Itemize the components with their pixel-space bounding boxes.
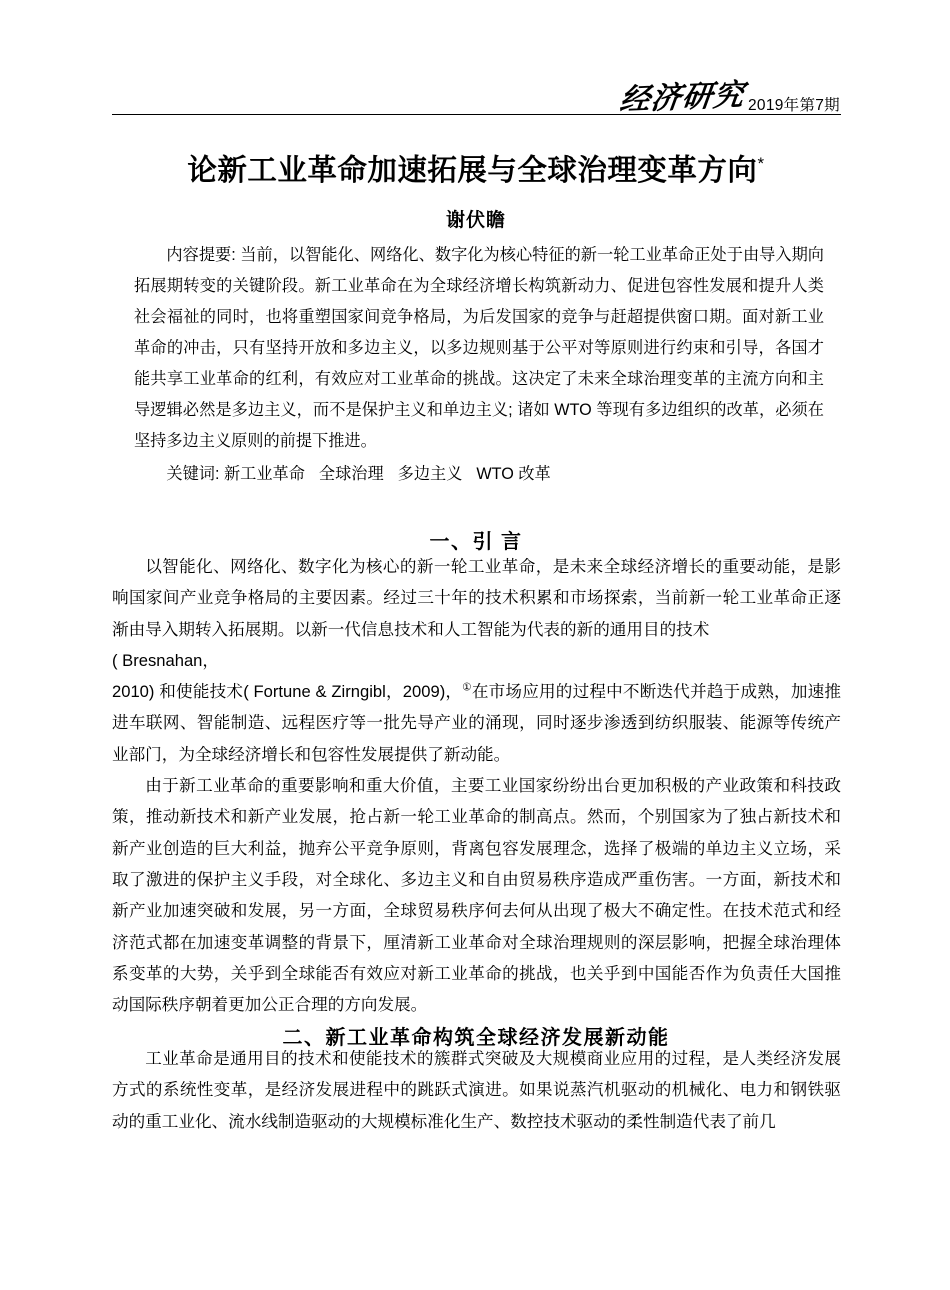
keyword-item: 新工业革命 (223, 465, 305, 483)
keywords-label: 关键词: (166, 465, 220, 483)
abstract-block (134, 240, 824, 490)
section-heading-2: 二、新工业革命构筑全球经济发展新动能 (282, 1026, 670, 1049)
footnote-marker: ① (462, 681, 472, 694)
article-title-text: 论新工业革命加速拓展与全球治理变革方向 (187, 153, 758, 187)
article-author: 谢伏瞻 (445, 210, 506, 231)
body-paragraph-citation-b (112, 676, 841, 770)
paragraph-text: 工业革命是通用目的技术和使能技术的簇群式突破及大规模商业应用的过程，是人类经济发展方式的系统性变革，是经济发展进程中的跳跃式演进。如果说蒸汽机驱动的机械化、电力和钢铁驱动的重工业化、流水线制造驱动的大规模标准化生产、数控技术驱动的柔性制造代表了前几 (112, 1049, 841, 1131)
abstract-text: 当前，以智能化、网络化、数字化为核心特征的新一轮工业革命正处于由导入期向拓展期转变的关键阶段。新工业革命在为全球经济增长构筑新动力、促进包容性发展和提升人类社会福祉的同时，也将重塑国家间竞争格局，为后发国家的竞争与赶超提供窗口期。面对新工业革命的冲击，只有坚持开放和多边主义，以多边规则基于公平对等原则进行约束和引导，各国才能共享工业革命的红利，有效应对工业革命的挑战。这决定了未来全球治理变革的主流方向和主导逻辑必然是多边主义，而不是保护主义和单边主义; 诸如 WTO 等现有多边组织的改革，必须在坚持多边主义原则的前提下推进。 (134, 246, 824, 450)
journal-masthead (617, 77, 840, 118)
keywords-list (224, 465, 565, 483)
body-paragraph (112, 1043, 841, 1137)
journal-logo: 经济研究 (617, 77, 747, 118)
keyword-item: 多边主义 (397, 465, 463, 483)
paragraph-text: 由于新工业革命的重要影响和重大价值，主要工业国家纷纷出台更加积极的产业政策和科技政策，推动新技术和新产业发展，抢占新一轮工业革命的制高点。然而，个别国家为了独占新技术和新产业创造的巨大利益，抛弃公平竞争原则，背离包容发展理念，选择了极端的单边主义立场，采取了激进的保护主义手段，对全球化、多边主义和自由贸易秩序造成严重伤害。一方面，新技术和新产业加速突破和发展，另一方面，全球贸易秩序何去何从出现了极大不确定性。在技术范式和经济范式都在加速变革调整的背景下，厘清新工业革命对全球治理规则的深层影响，把握全球治理体系变革的大势，关乎到全球能否有效应对新工业革命的挑战，也关乎到中国能否作为负责任大国推动国际秩序朝着更加公正合理的方向发展。 (112, 776, 841, 1015)
section-heading-1: 一、引 言 (429, 530, 523, 553)
title-footnote-marker: * (757, 153, 765, 173)
running-header (112, 68, 840, 116)
paragraph-text: ( Bresnahan， (112, 650, 219, 670)
section-2-body (112, 1043, 841, 1137)
keyword-item: 全球治理 (318, 465, 384, 483)
article-title (112, 153, 840, 190)
paragraph-text: 在市场应用的过程中不断迭代并趋于成熟，加速推进车联网、智能制造、远程医疗等一批先导产业的涌现，同时逐步渗透到纺织服装、能源等传统产业部门，为全球经济增长和包容性发展提供了新动能。 (112, 682, 841, 764)
body-paragraph-citation-a (112, 645, 841, 676)
keywords-line (134, 457, 824, 490)
abstract-paragraph (134, 240, 824, 457)
header-divider (112, 114, 841, 115)
keyword-item: WTO 改革 (476, 465, 551, 483)
paragraph-text: 2010) 和使能技术( Fortune & Zirngibl，2009)， (112, 682, 463, 702)
body-paragraph (112, 770, 841, 1020)
section-1-body (112, 551, 841, 1020)
body-paragraph (112, 551, 841, 645)
paragraph-text: 以智能化、网络化、数字化为核心的新一轮工业革命，是未来全球经济增长的重要动能，是影响国家间产业竞争格局的主要因素。经过三十年的技术积累和市场探索，当前新一轮工业革命正逐渐由导入期转入拓展期。以新一代信息技术和人工智能为代表的新的通用目的技术 (112, 557, 841, 639)
issue-label: 2019年第7期 (747, 97, 840, 114)
abstract-label: 内容提要: (166, 246, 236, 264)
